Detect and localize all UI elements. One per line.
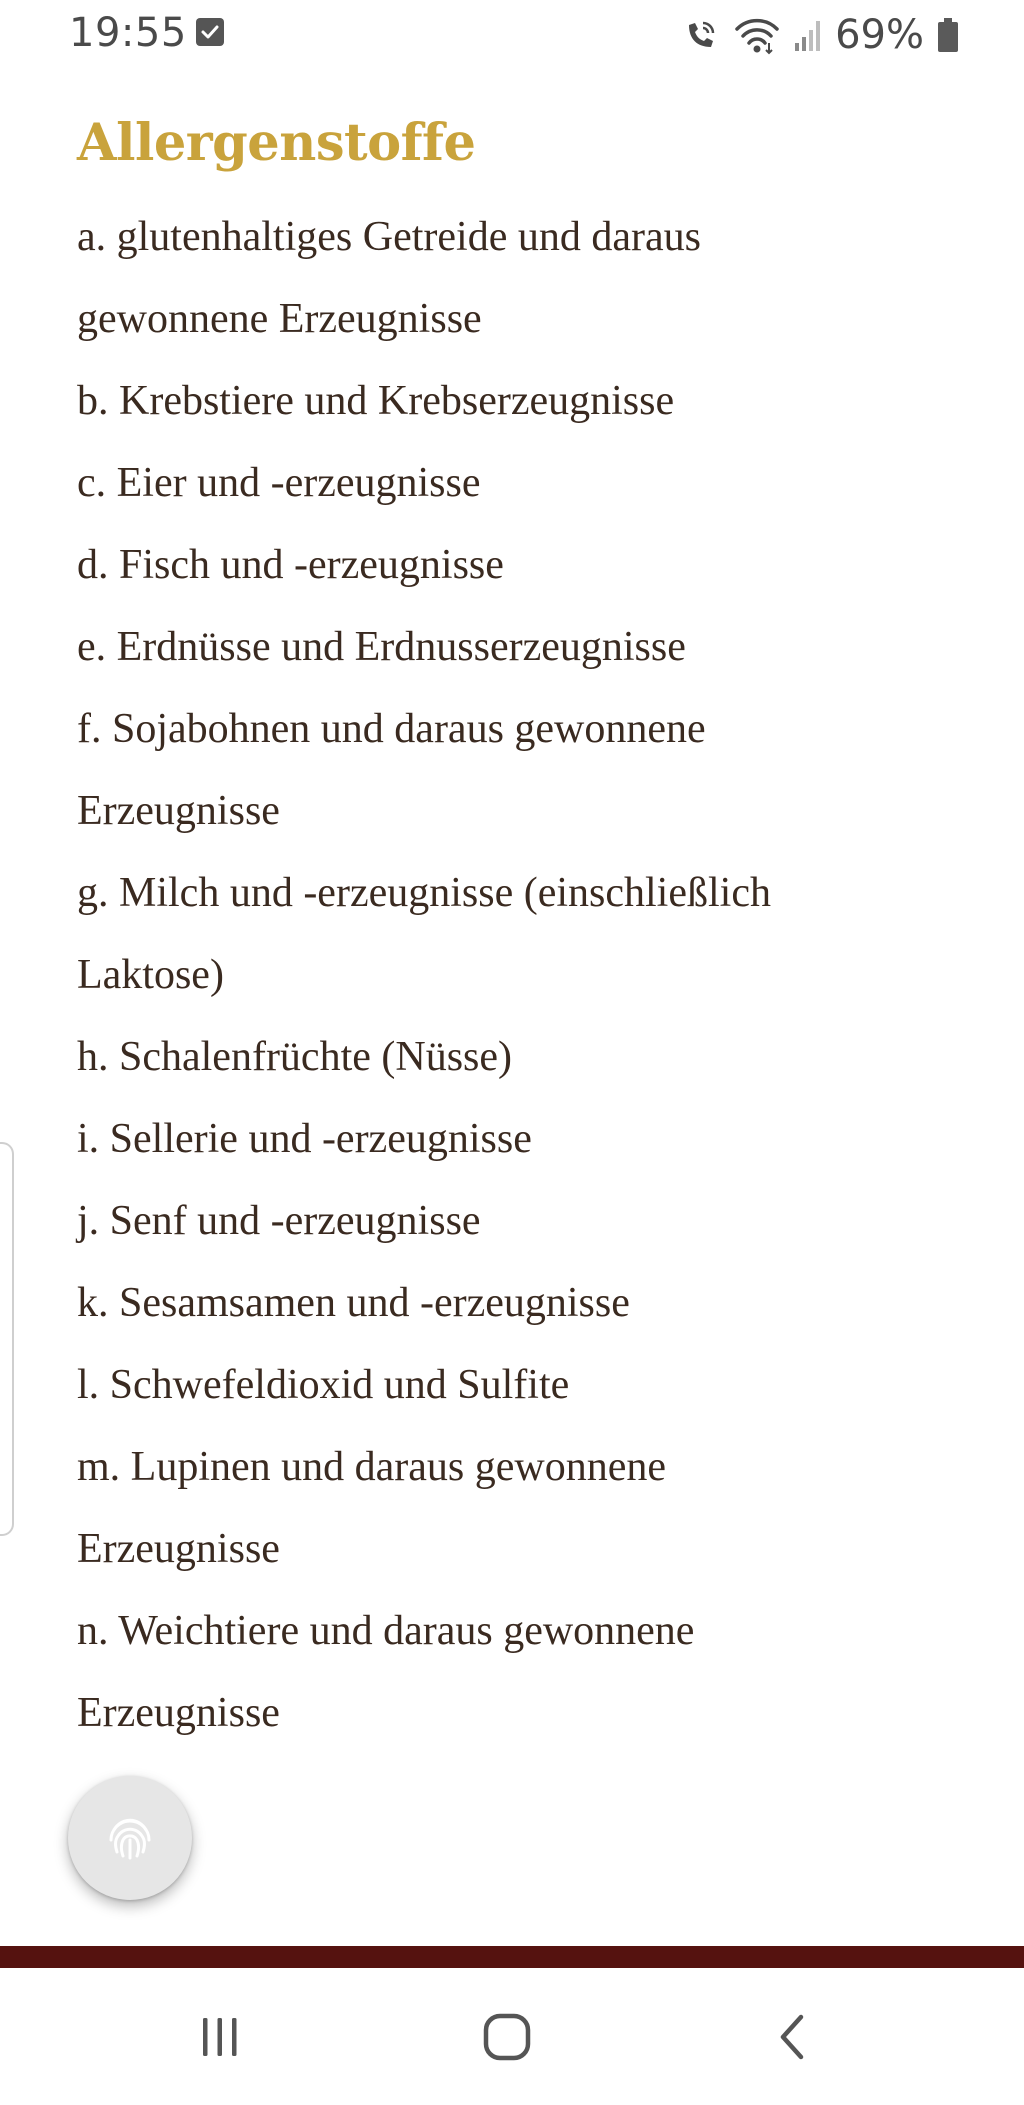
list-item: a. glutenhaltiges Getreide und daraus <box>77 214 701 260</box>
battery-icon <box>936 15 960 55</box>
list-item: m. Lupinen und daraus gewonnene <box>77 1444 667 1490</box>
list-item: l. Schwefeldioxid und Sulfite <box>77 1362 570 1408</box>
recents-button[interactable] <box>175 1992 265 2082</box>
list-item: j. Senf und -erzeugnisse <box>77 1198 481 1244</box>
list-item: g. Milch und -erzeugnisse (einschließlich <box>77 870 771 916</box>
page-title: Allergenstoffe <box>77 113 476 173</box>
back-button[interactable] <box>748 1992 838 2082</box>
list-item: k. Sesamsamen und -erzeugnisse <box>77 1280 630 1326</box>
wifi-icon <box>733 15 781 55</box>
list-item: Laktose) <box>77 952 224 998</box>
list-item: Erzeugnisse <box>77 1690 280 1736</box>
battery-percent: 69% <box>835 12 924 58</box>
list-item: e. Erdnüsse und Erdnusserzeugnisse <box>77 624 686 670</box>
back-icon <box>771 2011 815 2063</box>
list-item: h. Schalenfrüchte (Nüsse) <box>77 1034 513 1080</box>
fingerprint-icon <box>102 1810 158 1866</box>
home-button[interactable] <box>462 1992 552 2082</box>
allergen-content <box>77 108 977 1754</box>
status-time: 19:55 <box>69 10 187 56</box>
home-icon <box>481 2011 533 2063</box>
list-item: n. Weichtiere und daraus gewonnene <box>77 1608 695 1654</box>
list-item: c. Eier und -erzeugnisse <box>77 460 481 506</box>
recents-icon <box>195 2012 245 2062</box>
list-item: Erzeugnisse <box>77 788 280 834</box>
list-item: i. Sellerie und -erzeugnisse <box>77 1116 532 1162</box>
fingerprint-button[interactable] <box>68 1776 192 1900</box>
status-bar <box>0 0 1024 72</box>
checkbox-icon <box>196 18 224 46</box>
brand-strip <box>0 1946 1024 1968</box>
status-icons <box>681 10 960 60</box>
allergen-list <box>77 196 977 1754</box>
list-item: b. Krebstiere und Krebserzeugnisse <box>77 378 675 424</box>
list-item: Erzeugnisse <box>77 1526 280 1572</box>
navigation-bar <box>0 1968 1024 2105</box>
wifi-call-icon <box>681 15 721 55</box>
list-item: gewonnene Erzeugnisse <box>77 296 482 342</box>
list-item: d. Fisch und -erzeugnisse <box>77 542 504 588</box>
edge-panel-handle[interactable] <box>0 1142 14 1536</box>
signal-icon <box>793 15 823 55</box>
list-item: f. Sojabohnen und daraus gewonnene <box>77 706 706 752</box>
